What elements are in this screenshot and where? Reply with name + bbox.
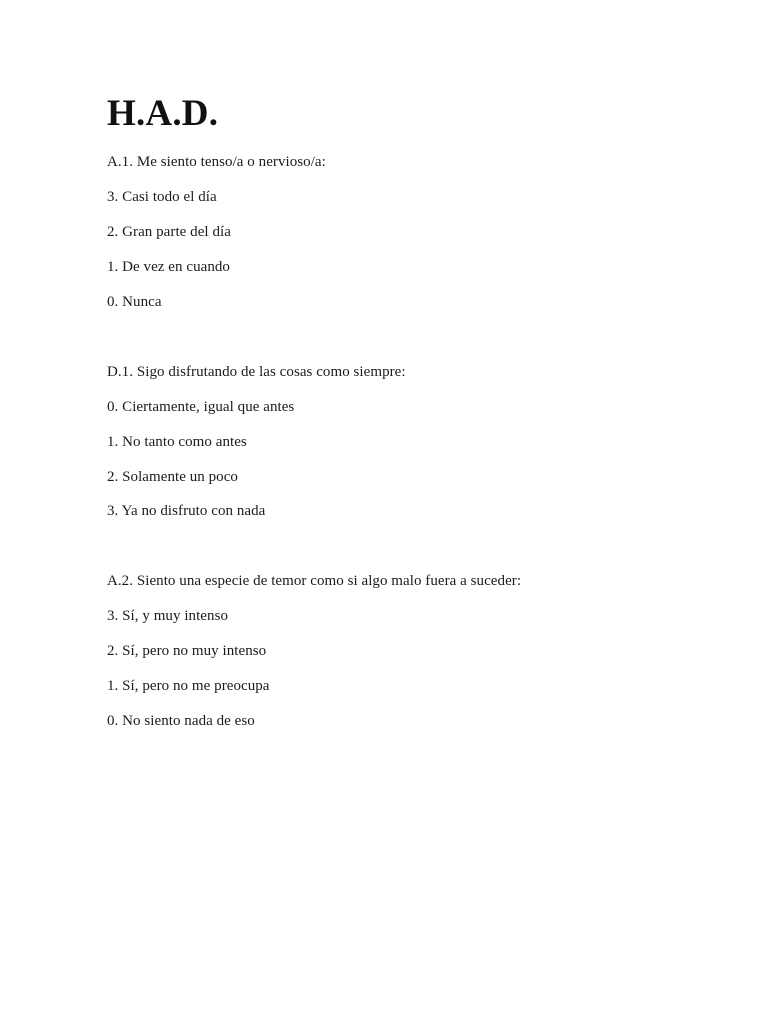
option-a2-2: 2. Sí, pero no muy intenso <box>107 643 267 659</box>
option-a2-0: 0. No siento nada de eso <box>107 713 255 729</box>
document-title: H.A.D. <box>107 93 219 134</box>
question-d1: D.1. Sigo disfrutando de las cosas como siempre: <box>107 364 406 380</box>
option-a2-1: 1. Sí, pero no me preocupa <box>107 678 270 694</box>
option-a1-3: 3. Casi todo el día <box>107 189 217 205</box>
option-d1-3: 3. Ya no disfruto con nada <box>107 503 266 519</box>
option-d1-1: 1. No tanto como antes <box>107 434 247 450</box>
option-a1-0: 0. Nunca <box>107 294 162 310</box>
option-a1-2: 2. Gran parte del día <box>107 224 231 240</box>
question-a1: A.1. Me siento tenso/a o nervioso/a: <box>107 154 326 170</box>
option-a1-1: 1. De vez en cuando <box>107 259 230 275</box>
option-d1-2: 2. Solamente un poco <box>107 469 238 485</box>
question-a2: A.2. Siento una especie de temor como si algo malo fuera a suceder: <box>107 573 522 589</box>
option-a2-3: 3. Sí, y muy intenso <box>107 608 229 624</box>
option-d1-0: 0. Ciertamente, igual que antes <box>107 399 295 415</box>
